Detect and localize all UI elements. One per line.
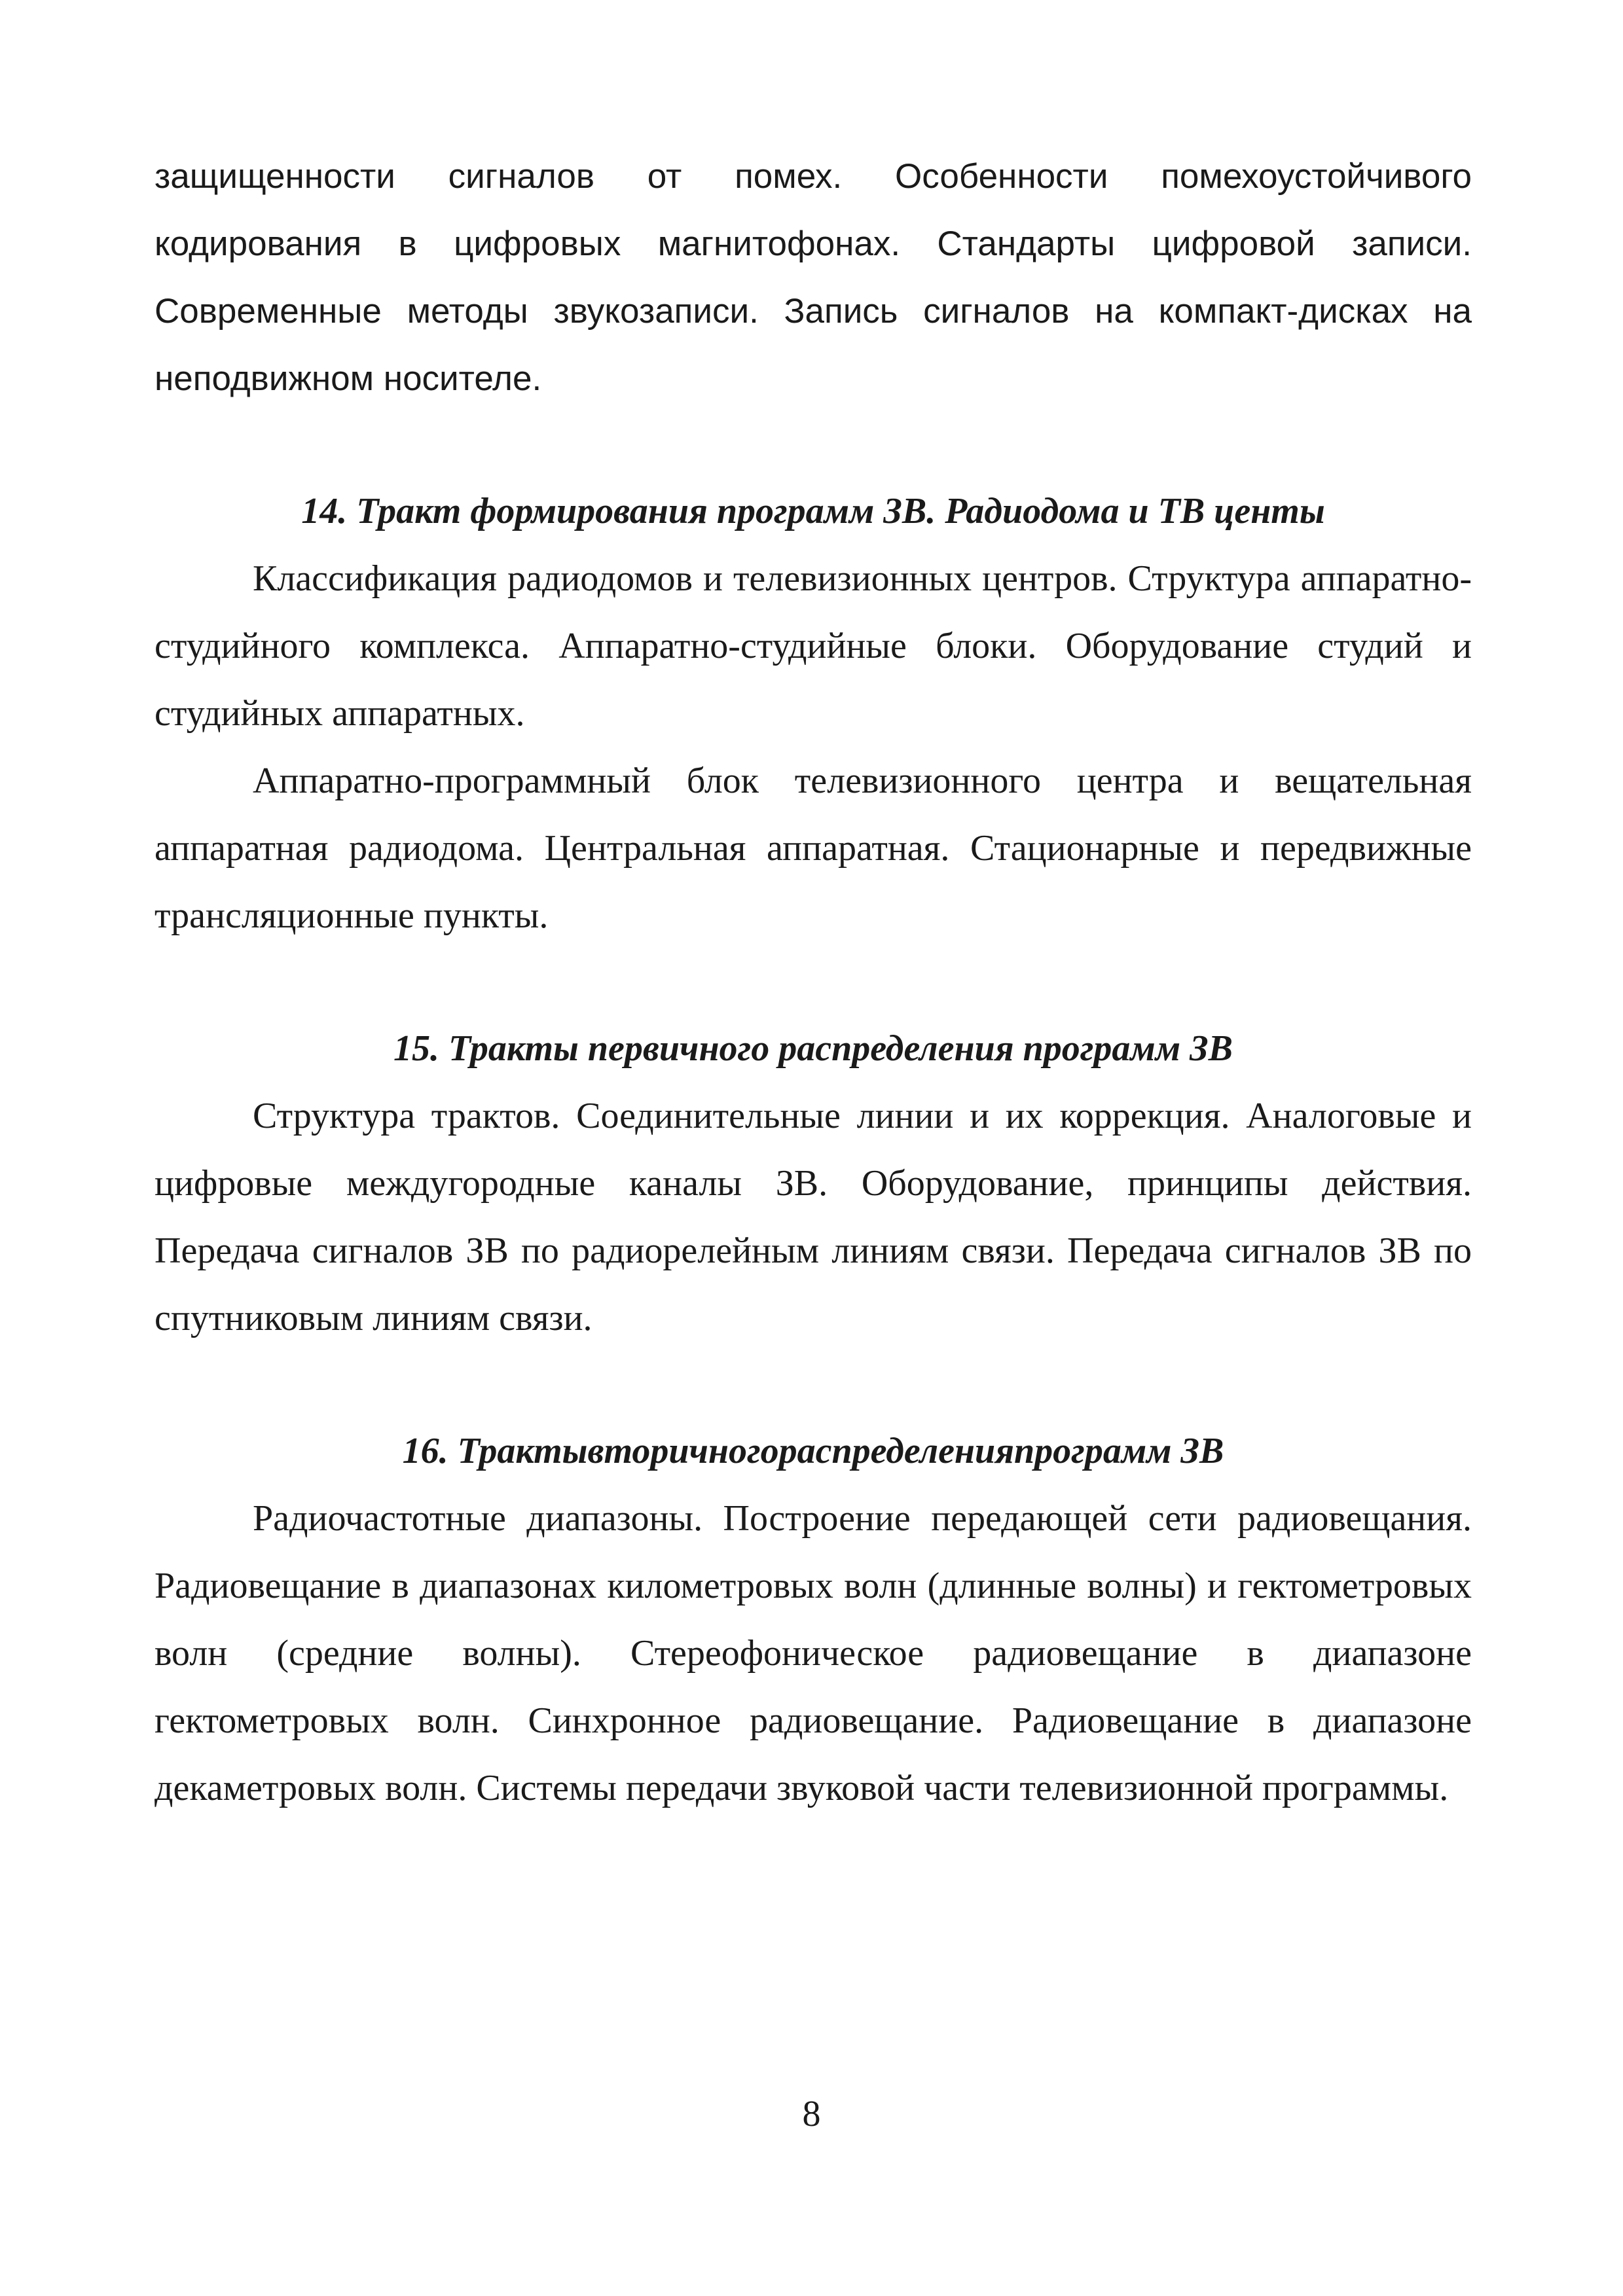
section-gap (155, 1352, 1472, 1418)
intro-paragraph: защищенности сигналов от помех. Особенности помехоустойчивого кодирования в цифровых магнитофонах. Стандарты цифровой записи. Современные методы звукозаписи. Запись сигналов на компакт-дисках на неподвижном носителе. (155, 157, 1472, 398)
section-14 (155, 478, 1472, 950)
section-14-paragraph-1: Классификация радиодомов и телевизионных центров. Структура аппаратно-студийного комплекса. Аппаратно-студийные блоки. Оборудование студий и студийных аппаратных. (155, 558, 1472, 734)
section-14-heading: 14. Тракт формирования программ ЗВ. Радиодома и ТВ центы (301, 491, 1325, 531)
section-16 (155, 1418, 1472, 1822)
section-15-heading: 15. Тракты первичного распределения программ ЗВ (393, 1028, 1233, 1069)
section-gap (155, 950, 1472, 1015)
section-15 (155, 1015, 1472, 1352)
page-number: 8 (802, 2094, 821, 2134)
section-15-paragraph-1: Структура трактов. Соединительные линии и их коррекция. Аналоговые и цифровые междугородные каналы ЗВ. Оборудование, принципы действия. Передача сигналов ЗВ по радиорелейным линиям связи. Передача сигналов ЗВ по спутниковым линиям связи. (155, 1096, 1472, 1338)
section-14-paragraph-2: Аппаратно-программный блок телевизионного центра и вещательная аппаратная радиодома. Центральная аппаратная. Стационарные и передвижные трансляционные пункты. (155, 761, 1472, 936)
section-16-heading: 16. Трактывторичногораспределенияпрограмм ЗВ (402, 1431, 1224, 1471)
document-page (155, 143, 1472, 1822)
section-16-paragraph-1: Радиочастотные диапазоны. Построение передающей сети радиовещания. Радиовещание в диапазонах километровых волн (длинные волны) и гектометровых волн (средние волны). Стереофоническое радиовещание в диапазоне гектометровых волн. Синхронное радиовещание. Радиовещание в диапазоне декаметровых волн. Системы передачи звуковой части телевизионной программы. (155, 1498, 1472, 1808)
section-gap (155, 412, 1472, 478)
